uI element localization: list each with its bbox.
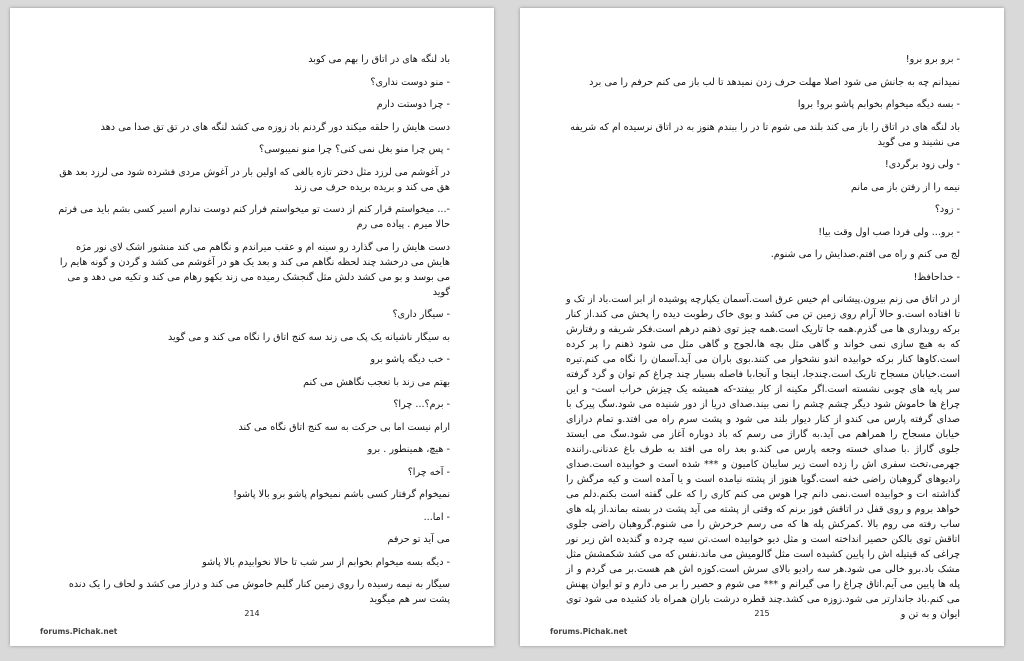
paragraph: بهتم می زند با تعجب نگاهش می کنم <box>303 376 450 388</box>
paragraph: به سیگار ناشیانه یک پک می زند سه کنج اتاق را نگاه می کند و می گوید <box>167 331 450 343</box>
paragraph: - چرا دوستت دارم <box>376 99 450 110</box>
paragraph: می آید تو حرفم <box>387 534 450 545</box>
page-number: 214 <box>244 609 260 618</box>
paragraph: - پس چرا منو بغل نمی کنی؟ چرا منو نمیبوسی؟ <box>259 144 450 155</box>
right-page-text <box>566 52 960 630</box>
paragraph: از در اتاق می زنم بیرون.پیشانی ام خیس عرق است.آسمان یکپارچه پوشیده از ابر است.باد از تک و تا افتاده است.و حالا آرام روی زمین تن می کشد و بوی خاک رطوبت دیده را پخش می کند.از کنار برکه روبداری ها می گذرم.همه جا تاریک است.همه چیز توی ذهنم درهم است.فکر شریفه و رفتارش که به هیچ سازی نمی خواند و گاهی مثل بچه ها،لجوج و گاهی مثل می شود ذهنم را پر کرده است.کاوها کنار برکه خوابیده اندو نشخوار می کنند.بوی باران می آید.آسمان را نگاه می کنم.تیره است.خیابان مسجاح تاریک است.چندجا، اینجا و آنجا،با فاصله بسیار چند چراغ کم توان و گرد گرفته سر پایه های چوبی نشسته است.اگر مکینه از کار بیفتد-که همیشه یک چیزش خراب است- و این چراغ ها خاموش شود دیگر چشم چشم را نمی بیند.صدای دریا از دور شنیده می شود.سگ پیرک با صدای گرفته پارس می کندو از کنار دیوار بلند می شود و پشت سرم راه می افتد.و تمام درازای خیابان مسجاح را همراهم می آید.به گاراژ می رسم که باد دوباره آغاز می شود.سگ می ایستد جلوی گاراژ .با صدای خسته وجعه پارس می کند.و بعد راه می افتد به طرف باغ عدنانی.راننده جهرمی،تخت سفری اش را زده است زیر سایبان کامیون و *** شده است و خوابیده است.صدای رادیوهای گروهبان راضی خفه است.گویا هنوز از پشته نیامده است و یا آمده است و کیه مرگش را گذاشته ات و خوابیده است.نمی دانم چرا هوس می کنم کاری را که علی گفته است بکنم.دلم می خواهد بروم و روی قفل در اتاقش فوز برنم که وقتی از پشته می آید پشت در بسته بماند.از پله های ساب رفته می روم بالا .کمرکش پله ها که می رسم خرخرش را می شنوم.گروهبان راضی جلوی اتاقش توی بالکن حصیر انداخته است و مثل دیو خوابیده است.تن سیه چرده و گندیده اش زیر نور چراغی که قیتیله اش را پایین کشیده است مثل گالومیش می ماند.نفس که می کشد شکمشش مثل مشک باد.برو خالی می شود.هر سه رادیو بالای سرش است.کوزه اش هم هست.بر می گردم و از پله ها پایین می آیم.اتاق چراغ را می گیرانم و *** می شوم و حصیر را بر می دارم و تو ایوان پهنش می کنم.باد جاندارتر می شود.زوزه می کشد.چند قطره درشت باران همراه باد کشیده می شود توی ایوان و به تن و <box>566 294 960 620</box>
left-page-text <box>56 52 450 615</box>
left-page <box>10 8 494 646</box>
paragraph: - برو... ولی فردا صب اول وقت بیا! <box>818 226 960 238</box>
footer-site-label: forums.Pichak.net <box>40 627 118 636</box>
paragraph: ارام نیست اما بی حرکت به سه کنج اتاق نگاه می کند <box>238 421 450 433</box>
paragraph: - بسه دیگه میخوام بخوابم پاشو برو! بروا <box>797 99 960 110</box>
paragraph: سیگار به نیمه رسیده را روی زمین کنار گلیم خاموش می کند و دراز می کشد و لحاف را یک دنده پشت سر هم میگوید <box>68 579 450 605</box>
paragraph: - دیگه بسه میخوام بخوابم از سر شب تا حالا نخوابیدم بالا پاشو <box>202 556 450 568</box>
paragraph: - برم؟... چرا؟ <box>393 399 450 410</box>
paragraph: - اما... <box>423 511 450 523</box>
right-page <box>520 8 1004 646</box>
paragraph: - خداحافظ! <box>913 271 960 283</box>
paragraph: - خب دیگه پاشو برو <box>370 354 450 365</box>
paragraph: - هیچ، همینطور . برو <box>367 444 450 455</box>
paragraph: در آغوشم می لرزد مثل دختر تازه بالغی که اولین بار در آغوش مردی فشرده شود می لرزد بعد هق هق می کند و بریده بریده حرف می زند <box>59 166 450 193</box>
paragraph: دست هایش را حلقه میکند دور گردنم باد زوزه می کشد لنگه های در تق تق صدا می دهد <box>100 121 450 133</box>
paragraph: -... میخواستم قرار کنم از دست تو میخواستم فرار کنم دوست ندارم اسیر کسی بشم باید می فرتم حالا میرم . پیاده می رم <box>58 204 450 230</box>
footer-site-label: forums.Pichak.net <box>550 627 628 636</box>
paragraph: باد لنگه های در اتاق را باز می کند بلند می شوم تا در را ببندم هنوز به در اتاق نرسیده ام که شریفه می نشیند و می گوید <box>570 121 960 148</box>
paragraph: نمیخوام گرفتار کسی باشم نمیخوام پاشو برو بالا پاشو! <box>233 489 450 500</box>
paragraph: دست هایش را می گذارد رو سینه ام و عقب میراندم و نگاهم می کند منشور اشک لای نور مژه هایش می درخشد چند لحظه نگاهم می کند و بعد یک هو در آغوشم می کشد و گردن و گونه هایم را می بوسد و بو می کشد دلش مثل گنجشک رمیده می زند بکهو رهام می کند و تکیه می دهد و می گوید <box>59 241 450 298</box>
paragraph: - زود؟ <box>934 204 960 215</box>
paragraph: لج می کنم و راه می افتم.صدایش را می شنوم. <box>770 249 960 260</box>
paragraph: نمیدانم چه به جانش می شود اصلا مهلت حرف زدن نمیدهد تا لب باز می کنم حرفم را می برد <box>589 76 960 88</box>
paragraph: باد لنگه های در اتاق را بهم می کوبد <box>308 54 450 65</box>
paragraph: نیمه را از رفتن باز می مانم <box>850 181 960 193</box>
paragraph: - آخه چرا؟ <box>407 466 450 478</box>
paragraph: - برو برو برو! <box>905 54 960 65</box>
paragraph: - سیگار داری؟ <box>392 309 450 320</box>
paragraph: - منو دوست نداری؟ <box>370 76 450 88</box>
page-number: 215 <box>754 609 770 618</box>
paragraph: - ولی زود برگردی! <box>884 159 960 170</box>
